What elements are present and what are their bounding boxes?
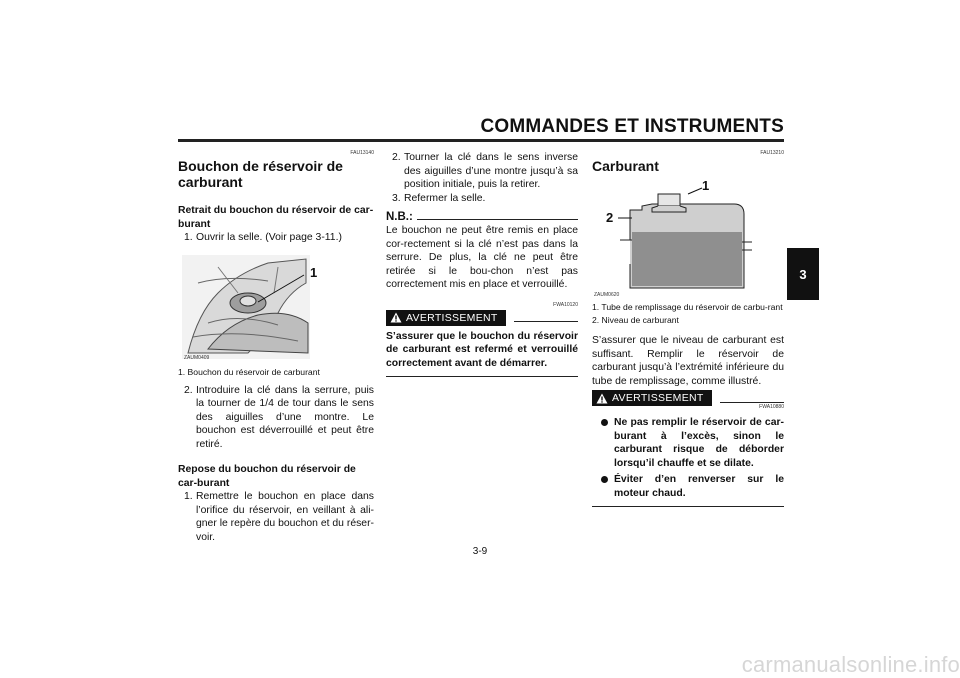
warning-triangle-icon [390,312,402,323]
figure-caption-2: 2. Niveau de carburant [592,315,679,325]
install-step-2: 2. Tourner la clé dans le sens inverse des aiguilles d’une montre jusqu’à sa position initiale, puis la retirer. [392,152,578,190]
note-heading-row [386,211,578,223]
page-number: 3-9 [472,546,488,557]
figure-caption-1: 1. Tube de remplissage du réservoir de carbu-rant [592,302,783,312]
section-code: FAU13210 [760,150,784,156]
figure-code: ZAUM0620 [594,292,620,298]
install-step-3: 3. Refermer la selle. [392,192,486,204]
section-code: FAU13140 [350,150,374,156]
warning-triangle-icon [596,393,608,404]
note-title: N.B.: [386,211,413,223]
figure-caption: 1. Bouchon du réservoir de carburant [178,366,320,377]
note-rule [417,219,578,220]
bullet-dot-icon [601,419,608,426]
warning-code: FWA10880 [759,404,784,410]
install-step-1: 1. Remettre le bouchon en place dans l’orifice du réservoir, en veillant à ali-gner le repère du bouchon et du réser-voir. [184,491,374,543]
warning-rule [514,321,578,322]
figure-callout-2: 2 [606,210,614,225]
page-header-title: COMMANDES ET INSTRUMENTS [480,116,784,137]
column-3 [592,150,784,507]
warning-bullet-2: Éviter d’en renverser sur le moteur chaud. [592,473,784,500]
warning-text: S’assurer que le bouchon du réservoir de carburant est refermé et verrouillé correctement avant de démarrer. [386,330,578,369]
scooter-seat-illustration [178,253,374,363]
removal-title: Retrait du bouchon du réservoir de car-burant [178,205,374,230]
section-heading: Carburant [592,158,659,174]
removal-step-1: 1. Ouvrir la selle. (Voir page 3-11.) [184,232,342,243]
install-title: Repose du bouchon du réservoir de car-burant [178,464,356,489]
fuel-level-figure [592,180,784,298]
warning-label: AVERTISSEMENT [592,390,712,406]
warning-bullet-1: Ne pas remplir le réservoir de car-burant à l’excès, sinon le carburant risque de déborder lorsqu’il chauffe et se dilate. [592,416,784,470]
warning-label: AVERTISSEMENT [386,310,506,326]
figure-callout-1: 1 [310,264,318,280]
note-text: Le bouchon ne peut être remis en place cor-rectement si la clé n’est pas dans la serrure. De plus, la clé ne peut être retirée si le bou-chon n’est pas correctement mis en place et verrouillé. [386,225,578,290]
figure-code: ZAUM0409 [184,354,210,361]
fuel-paragraph: S’assurer que le niveau de carburant est suffisant. Remplir le réservoir de carburant jusqu’à l’extrémité inférieure du tube de remplissage, comme illustré. [592,335,784,387]
warning-rule [720,402,784,403]
section-heading: Bouchon de réservoir de carburant [178,158,343,190]
fuel-tank-illustration [592,180,784,298]
warning-end-rule [386,376,578,377]
warning-heading-row [386,310,578,326]
column-2 [386,151,578,377]
bullet-dot-icon [601,476,608,483]
warning-end-rule [592,506,784,507]
column-1 [178,150,374,544]
warning-code: FWA10120 [553,301,578,308]
chapter-tab: 3 [787,248,819,300]
figure-callout-1: 1 [702,178,710,193]
fuel-cap-figure [178,253,374,363]
removal-step-2: 2. Introduire la clé dans la serrure, puis la tourner de 1/4 de tour dans le sens des aiguilles d’une montre. Le bouchon est déverrouillé et peut être retiré. [184,384,374,450]
header-rule [178,139,784,142]
watermark: carmanualsonline.info [741,652,960,677]
